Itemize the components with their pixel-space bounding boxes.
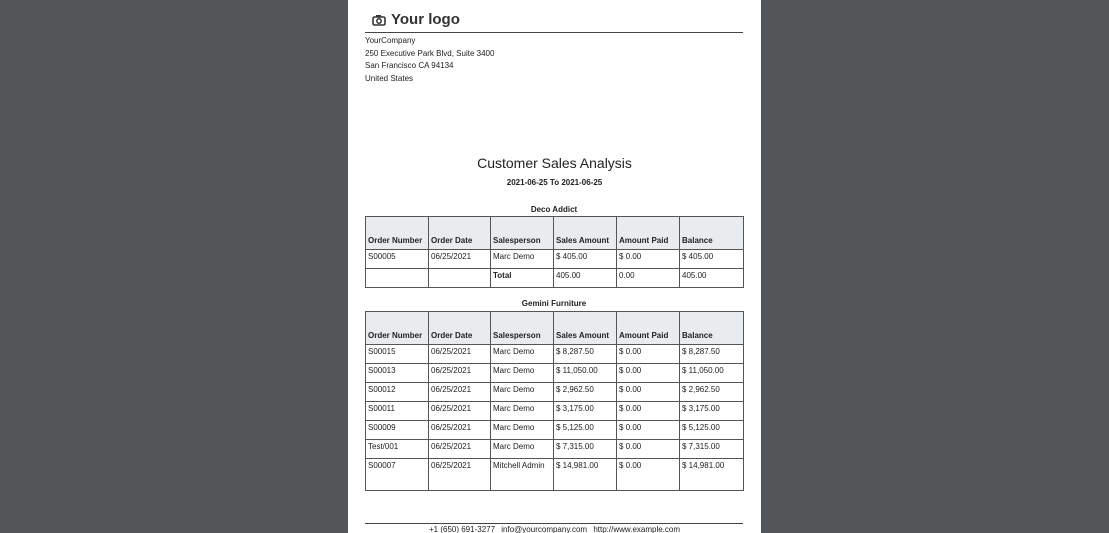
company-name: YourCompany <box>365 36 416 45</box>
customer-sales-table <box>365 311 744 491</box>
cell-amount-paid: $ 0.00 <box>617 459 680 491</box>
cell-sales-amount: $ 7,315.00 <box>554 440 617 459</box>
cell-salesperson: Marc Demo <box>491 383 554 402</box>
total-sales: 405.00 <box>554 269 617 288</box>
col-balance: Balance <box>680 217 744 250</box>
cell-amount-paid: $ 0.00 <box>617 383 680 402</box>
table-row <box>366 459 744 491</box>
report-title: Customer Sales Analysis <box>477 155 632 171</box>
col-order-number: Order Number <box>366 217 429 250</box>
table-header-row <box>366 312 744 345</box>
cell-balance: $ 405.00 <box>680 250 744 269</box>
cell-sales-amount: $ 2,962.50 <box>554 383 617 402</box>
cell-empty <box>366 269 429 288</box>
cell-salesperson: Marc Demo <box>491 364 554 383</box>
cell-balance: $ 2,962.50 <box>680 383 744 402</box>
cell-order-date: 06/25/2021 <box>429 440 491 459</box>
cell-amount-paid: $ 0.00 <box>617 402 680 421</box>
table-row <box>366 402 744 421</box>
table-row <box>366 345 744 364</box>
cell-order-number: Test/001 <box>366 440 429 459</box>
total-label: Total <box>491 269 554 288</box>
cell-salesperson: Mitchell Admin <box>491 459 554 491</box>
cell-sales-amount: $ 11,050.00 <box>554 364 617 383</box>
cell-sales-amount: $ 405.00 <box>554 250 617 269</box>
cell-order-date: 06/25/2021 <box>429 383 491 402</box>
cell-sales-amount: $ 5,125.00 <box>554 421 617 440</box>
cell-order-number: S00012 <box>366 383 429 402</box>
company-city: San Francisco CA 94134 <box>365 61 454 70</box>
table-row <box>366 440 744 459</box>
cell-order-date: 06/25/2021 <box>429 364 491 383</box>
table-row <box>366 250 744 269</box>
col-order-date: Order Date <box>429 312 491 345</box>
col-salesperson: Salesperson <box>491 217 554 250</box>
cell-empty <box>429 269 491 288</box>
col-salesperson: Salesperson <box>491 312 554 345</box>
cell-amount-paid: $ 0.00 <box>617 364 680 383</box>
cell-order-number: S00013 <box>366 364 429 383</box>
customer-name: Gemini Furniture <box>521 299 587 308</box>
table-row <box>366 383 744 402</box>
footer-divider <box>365 523 743 524</box>
company-street: 250 Executive Park Blvd, Suite 3400 <box>365 48 495 58</box>
report-page <box>348 0 761 533</box>
cell-balance: $ 5,125.00 <box>680 421 744 440</box>
cell-balance: $ 14,981.00 <box>680 459 744 491</box>
customer-sales-table <box>365 216 744 288</box>
table-header-row <box>366 217 744 250</box>
cell-order-number: S00011 <box>366 402 429 421</box>
company-address <box>365 35 494 85</box>
footer <box>348 525 761 533</box>
cell-salesperson: Marc Demo <box>491 440 554 459</box>
cell-salesperson: Marc Demo <box>491 421 554 440</box>
col-order-date: Order Date <box>429 217 491 250</box>
cell-order-date: 06/25/2021 <box>429 345 491 364</box>
cell-order-date: 06/25/2021 <box>429 421 491 440</box>
cell-amount-paid: $ 0.00 <box>617 421 680 440</box>
cell-salesperson: Marc Demo <box>491 402 554 421</box>
col-order-number: Order Number <box>366 312 429 345</box>
cell-sales-amount: $ 3,175.00 <box>554 402 617 421</box>
cell-salesperson: Marc Demo <box>491 250 554 269</box>
cell-balance: $ 7,315.00 <box>680 440 744 459</box>
table-row <box>366 421 744 440</box>
header-divider <box>365 32 743 33</box>
cell-order-date: 06/25/2021 <box>429 402 491 421</box>
col-sales-amount: Sales Amount <box>554 217 617 250</box>
footer-email: info@yourcompany.com <box>501 525 588 533</box>
footer-website: http://www.example.com <box>593 525 681 533</box>
cell-salesperson: Marc Demo <box>491 345 554 364</box>
col-amount-paid: Amount Paid <box>617 217 680 250</box>
table-row <box>366 364 744 383</box>
cell-balance: $ 11,050.00 <box>680 364 744 383</box>
cell-order-number: S00007 <box>366 459 429 491</box>
total-row <box>366 269 744 288</box>
col-balance: Balance <box>680 312 744 345</box>
cell-order-number: S00015 <box>366 345 429 364</box>
total-paid: 0.00 <box>617 269 680 288</box>
cell-amount-paid: $ 0.00 <box>617 345 680 364</box>
cell-sales-amount: $ 14,981.00 <box>554 459 617 491</box>
camera-icon <box>372 13 386 25</box>
total-balance: 405.00 <box>680 269 744 288</box>
company-logo <box>372 9 460 29</box>
cell-balance: $ 8,287.50 <box>680 345 744 364</box>
cell-order-number: S00009 <box>366 421 429 440</box>
col-amount-paid: Amount Paid <box>617 312 680 345</box>
report-date-range: 2021-06-25 To 2021-06-25 <box>506 178 603 187</box>
cell-amount-paid: $ 0.00 <box>617 250 680 269</box>
cell-order-number: S00005 <box>366 250 429 269</box>
cell-order-date: 06/25/2021 <box>429 250 491 269</box>
footer-phone: +1 (650) 691-3277 <box>428 525 496 533</box>
cell-amount-paid: $ 0.00 <box>617 440 680 459</box>
cell-balance: $ 3,175.00 <box>680 402 744 421</box>
logo-text: Your logo <box>391 10 460 28</box>
customer-name: Deco Addict <box>530 205 578 214</box>
cell-order-date: 06/25/2021 <box>429 459 491 491</box>
col-sales-amount: Sales Amount <box>554 312 617 345</box>
company-country: United States <box>365 73 414 83</box>
cell-sales-amount: $ 8,287.50 <box>554 345 617 364</box>
